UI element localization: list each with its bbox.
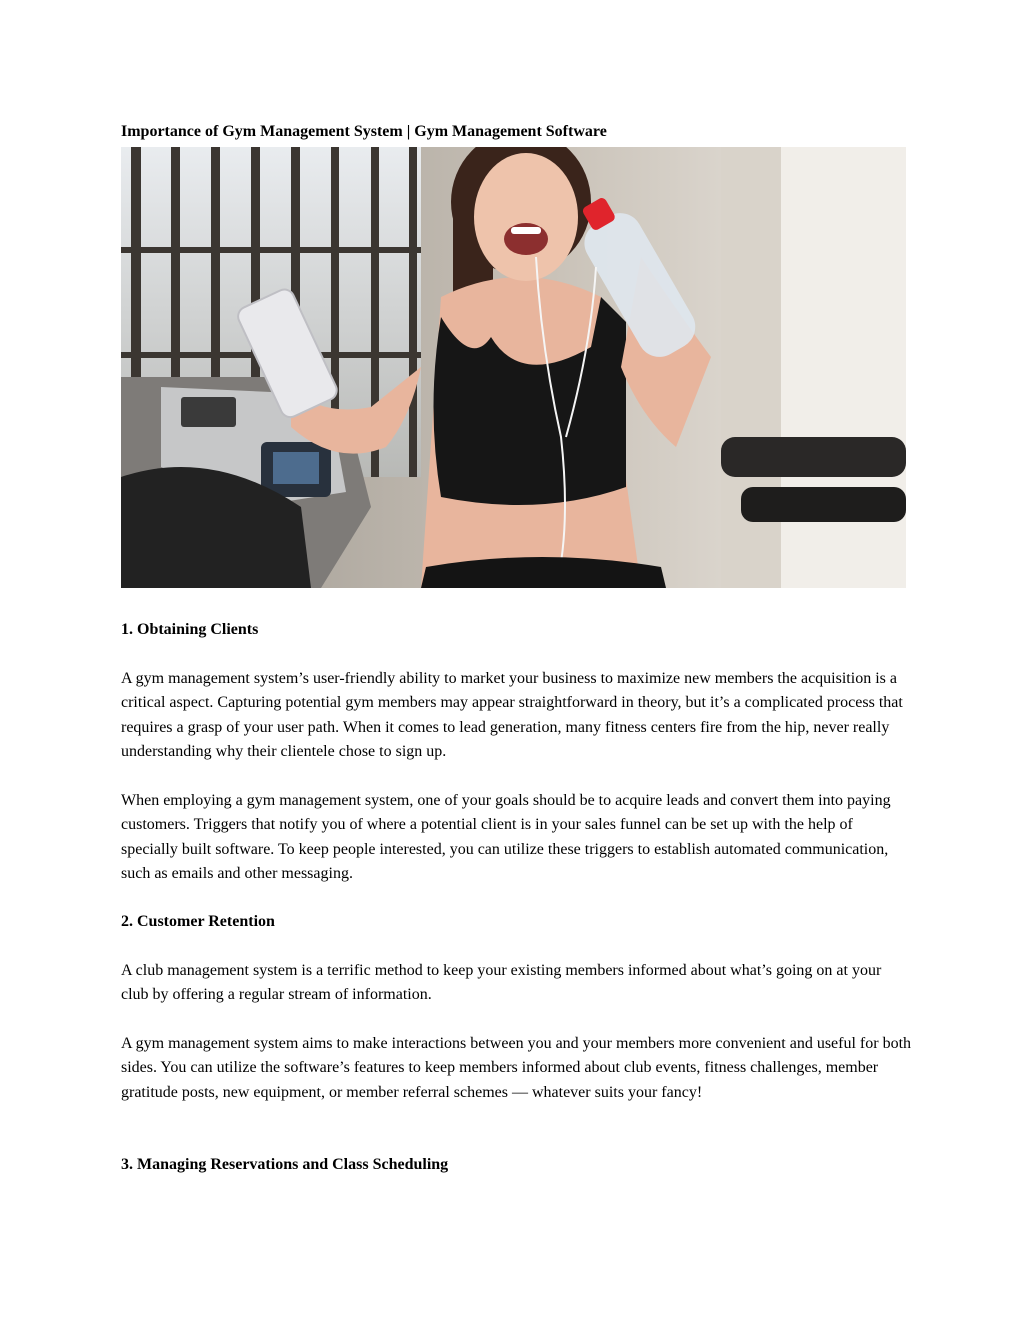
paragraph-customer-retention-2: A gym management system aims to make interactions between you and your members more convenient and useful for both sides. You can utilize the software’s features to keep members informed about club events, fitness challenges, member gratitude posts, new equipment, or member referral schemes — whatever suits your fancy! [121, 1035, 912, 1101]
paragraph-customer-retention-1: A club management system is a terrific method to keep your existing members informed about what’s going on at your club by offering a regular stream of information. [121, 962, 882, 1004]
section-heading-reservations: 3. Managing Reservations and Class Scheduling [121, 1156, 449, 1173]
gym-photo-illustration [121, 147, 906, 588]
section-heading-customer-retention: 2. Customer Retention [121, 913, 275, 930]
document-title: Importance of Gym Management System | Gym Management Software [121, 123, 607, 140]
paragraph-obtaining-clients-2: When employing a gym management system, one of your goals should be to acquire leads and convert them into paying customers. Triggers that notify you of where a potential client is in your sales funnel can be set up with the help of specially built software. To keep people interested, you can utilize these triggers to establish automated communication, such as emails and other messaging. [121, 792, 891, 882]
paragraph-obtaining-clients-1: A gym management system’s user-friendly ability to market your business to maximize new members the acquisition is a critical aspect. Capturing potential gym members may appear straightforward in theory, but it’s a complicated process that requires a grasp of your user path. When it comes to lead generation, many fitness centers fire from the hip, never really understanding why their clientele chose to sign up. [121, 670, 903, 760]
hero-image [121, 147, 906, 588]
section-heading-obtaining-clients: 1. Obtaining Clients [121, 621, 259, 638]
